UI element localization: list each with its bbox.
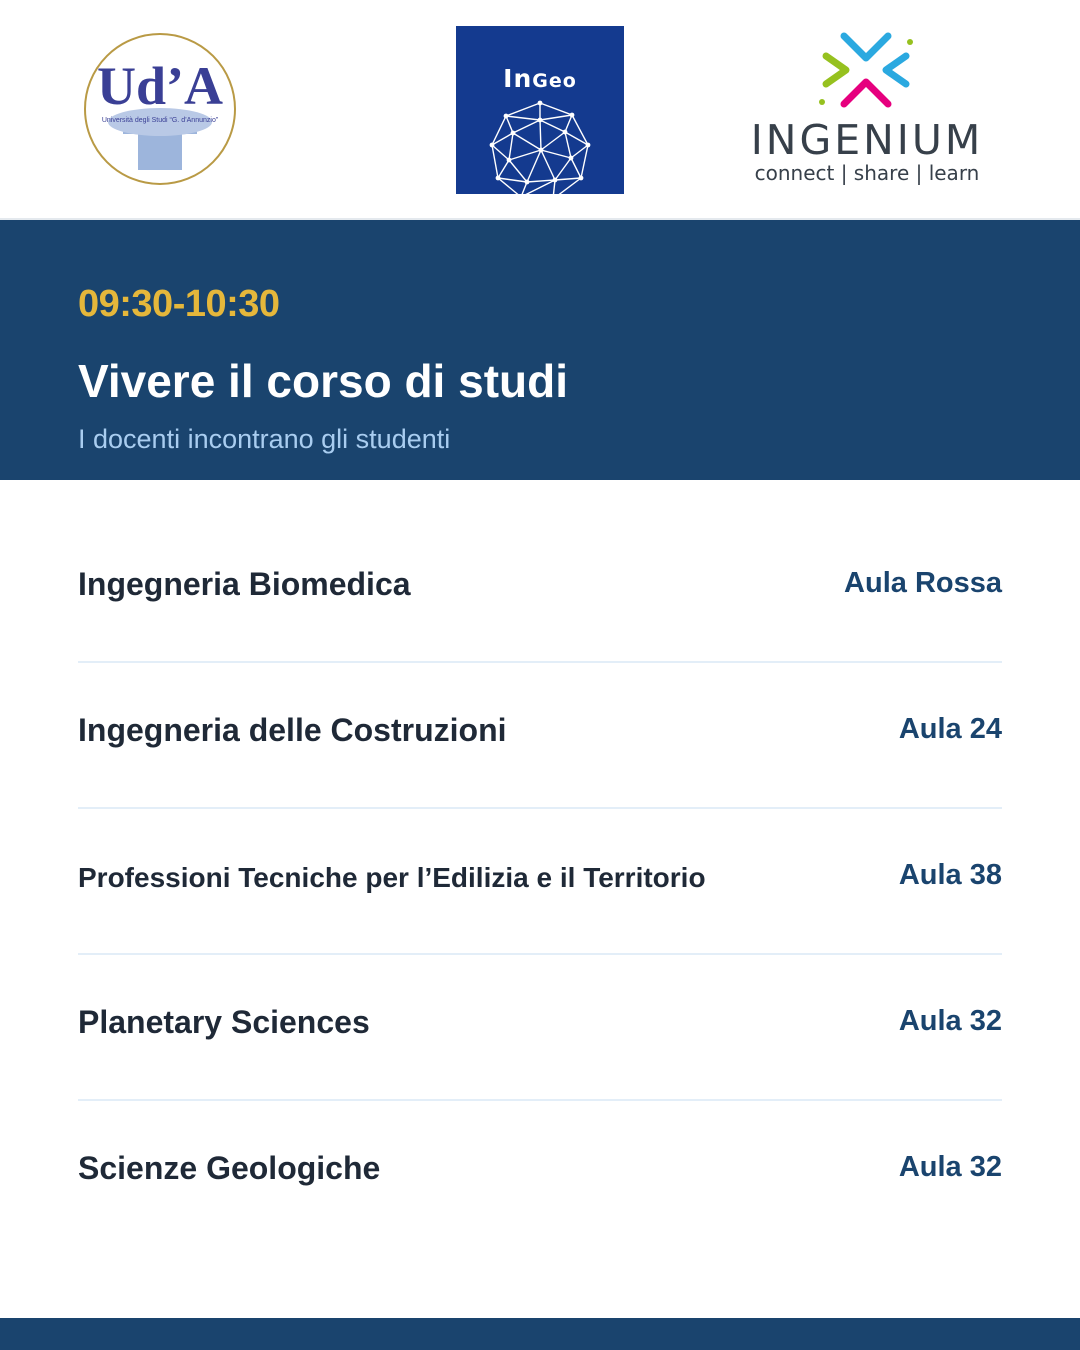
- course-name: Professioni Tecniche per l’Edilizia e il Territorio: [78, 862, 706, 893]
- ingenium-x-mark-icon: [816, 30, 916, 110]
- list-item: [78, 517, 1002, 663]
- ingeo-logo: [456, 26, 624, 194]
- room-label: Aula 24: [898, 713, 1002, 745]
- logo-header: [0, 0, 1080, 220]
- ingeo-wordmark: InGeo: [503, 64, 577, 93]
- list-item: [78, 955, 1002, 1101]
- list-item: [78, 1101, 1002, 1245]
- course-name: Ingegneria Biomedica: [78, 566, 411, 602]
- course-name: Scienze Geologiche: [78, 1150, 381, 1186]
- svg-text:Università degli Studi “G. d’A: Università degli Studi “G. d’Annunzio”: [101, 117, 219, 124]
- course-name: Planetary Sciences: [78, 1004, 370, 1040]
- session-header: [0, 220, 1080, 480]
- list-item: [78, 663, 1002, 809]
- network-globe-icon: [489, 100, 591, 202]
- footer-bar: [0, 1318, 1080, 1350]
- uda-seal-icon: [83, 32, 237, 186]
- room-label: Aula 32: [898, 1005, 1002, 1037]
- session-title: Vivere il corso di studi: [78, 355, 568, 407]
- list-item: [78, 809, 1002, 955]
- uda-logo: [83, 32, 237, 186]
- ingenium-logo: [742, 30, 992, 190]
- ingenium-tagline: connect | share | learn: [754, 161, 980, 185]
- room-label: Aula Rossa: [844, 567, 1002, 599]
- room-label: Aula 32: [898, 1151, 1002, 1183]
- course-room-list: [78, 517, 1002, 1245]
- svg-text:Ud’A: Ud’A: [96, 56, 224, 116]
- ingenium-wordmark: INGENIUM: [750, 116, 984, 164]
- room-label: Aula 38: [898, 859, 1002, 891]
- course-name: Ingegneria delle Costruzioni: [78, 712, 507, 748]
- session-subtitle: I docenti incontrano gli studenti: [78, 424, 451, 454]
- session-time: 09:30-10:30: [78, 283, 280, 325]
